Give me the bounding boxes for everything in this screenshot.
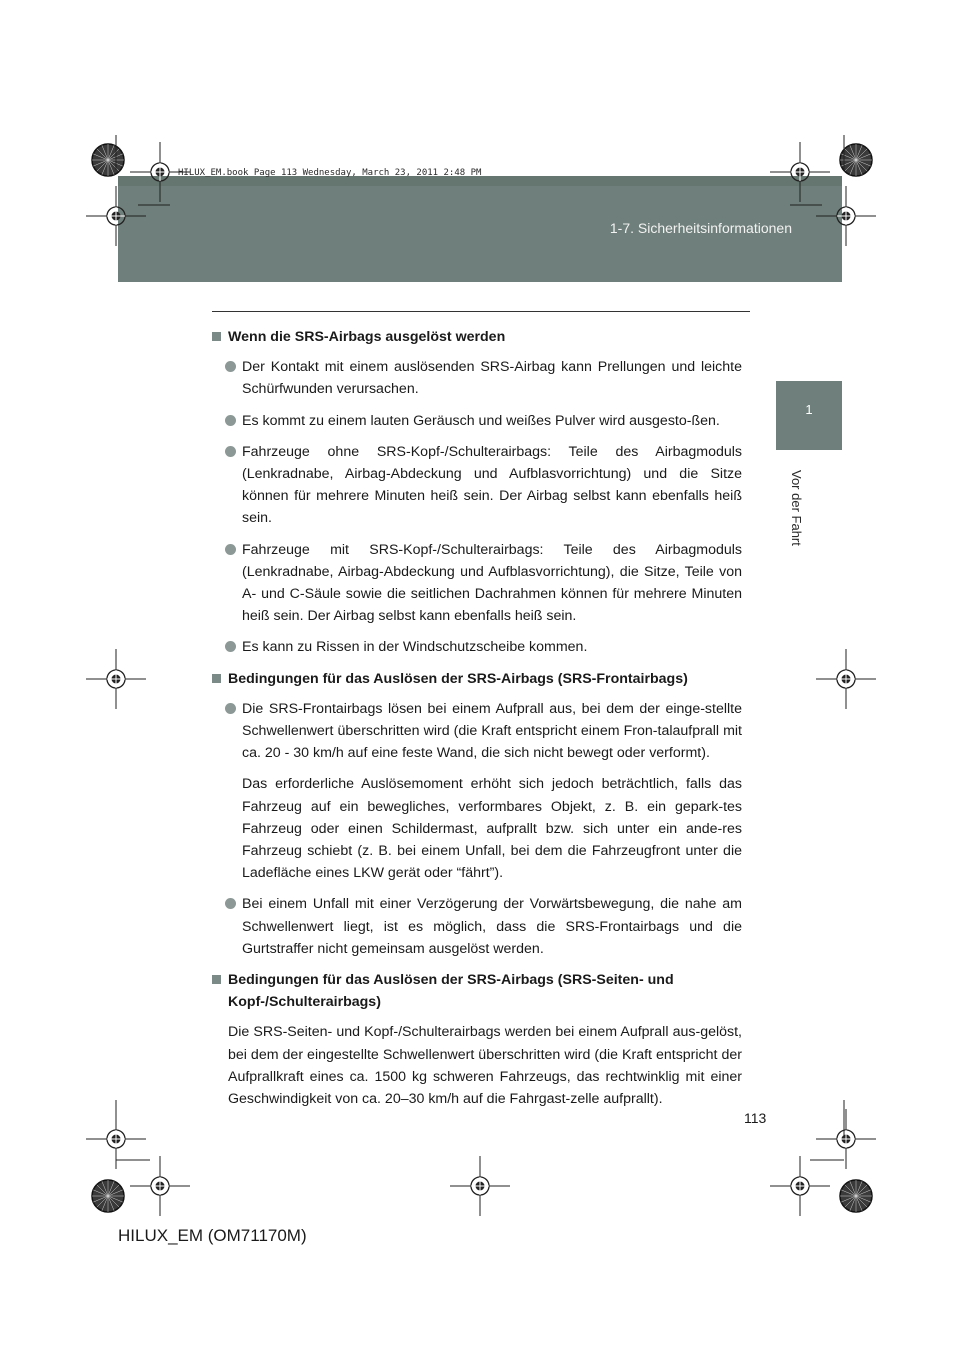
bullet-item: Der Kontakt mit einem auslösenden SRS-Airbag kann Prellungen und leichte Schürfwunden verursachen. bbox=[212, 356, 742, 400]
file-stamp: HILUX_EM.book Page 113 Wednesday, March 23, 2011 2:48 PM bbox=[178, 168, 482, 178]
registration-crosshair-icon bbox=[816, 186, 876, 246]
registration-wheel-icon bbox=[92, 1180, 124, 1212]
registration-crosshair-icon bbox=[770, 142, 830, 202]
page-number: 113 bbox=[744, 1110, 767, 1126]
chapter-number: 1 bbox=[805, 402, 813, 417]
registration-crosshair-icon bbox=[130, 1156, 190, 1216]
heading-side-airbag-conditions: Bedingungen für das Auslösen der SRS-Airbags (SRS-Seiten- und Kopf-/Schulterairbags) bbox=[212, 969, 742, 1013]
registration-crosshair-icon bbox=[86, 186, 146, 246]
bullet-subparagraph: Das erforderliche Auslösemoment erhöht sich jedoch beträchtlich, falls das Fahrzeug auf ein bewegliches, verformbares Objekt, z. B. ein gepark-tes Fahrzeug oder einen Schildermast, aufprallt bzw. sich unter ein ande-res Fahrzeug schiebt (z. B. bei einem Unfall, bei dem die Fahrzeugfront unter die Ladefläche eines LKW gerät oder “fährt”). bbox=[242, 776, 742, 882]
registration-wheel-icon bbox=[92, 144, 124, 176]
bullet-item: Bei einem Unfall mit einer Verzögerung der Vorwärtsbewegung, die nahe am Schwellenwert liegt, ist es möglich, dass die SRS-Frontairbags und die Gurtstraffer nicht gemeinsam ausgelöst werden. bbox=[212, 893, 742, 960]
registration-crosshair-icon bbox=[86, 649, 146, 709]
registration-crosshair-icon bbox=[770, 1156, 830, 1216]
footer-manual-code: HILUX_EM (OM71170M) bbox=[118, 1226, 307, 1245]
bullet-item: Fahrzeuge ohne SRS-Kopf-/Schulterairbags: Teile des Airbagmoduls (Lenkradnabe, Airbag-Abdeckung und Aufblasvorrichtung) und die Sitze können für mehrere Minuten heiß sein. Der Airbag selbst kann ebenfalls heiß sein. bbox=[212, 441, 742, 530]
bullet-item: Es kann zu Rissen in der Windschutzscheibe kommen. bbox=[212, 636, 742, 658]
registration-wheel-icon bbox=[840, 144, 872, 176]
heading-front-airbag-conditions: Bedingungen für das Auslösen der SRS-Airbags (SRS-Frontairbags) bbox=[212, 668, 742, 690]
registration-crosshair-icon bbox=[130, 142, 190, 202]
section-title: 1-7. Sicherheitsinformationen bbox=[609, 220, 792, 236]
chapter-label: Vor der Fahrt bbox=[789, 470, 804, 546]
bullet-item: Es kommt zu einem lauten Geräusch und weißes Pulver wird ausgesto-ßen. bbox=[212, 410, 742, 432]
registration-crosshair-icon bbox=[450, 1156, 510, 1216]
bullet-text: Die SRS-Frontairbags lösen bei einem Aufprall aus, bei dem der einge-stellte Schwellenwert überschritten wird (die Kraft entspricht einem Fron-talaufprall mit ca. 20 - 30 km/h auf eine feste Wand, die sich nicht bewegt oder verformt). bbox=[242, 700, 742, 762]
side-airbag-paragraph: Die SRS-Seiten- und Kopf-/Schulterairbags werden bei einem Aufprall aus-gelöst, bei dem der eingestellte Schwellenwert überschritten wird (die Kraft entspricht der Aufprallkraft eines ca. 1500 kg schweren Fahrzeugs, das rechtwinklig mit einer Geschwindigkeit von ca. 20–30 km/h auf die Fahrgast-zelle aufprallt). bbox=[228, 1024, 742, 1108]
registration-wheel-icon bbox=[840, 1180, 872, 1212]
registration-crosshair-icon bbox=[816, 649, 876, 709]
bullet-item: Fahrzeuge mit SRS-Kopf-/Schulterairbags: Teile des Airbagmoduls (Lenkradnabe, Airbag-Abdeckung und Aufblasvorrichtung), die Sitze, Teile von A- und C-Säule sowie die seitlichen Dachrahmen können für mehrere Minuten heiß sein. Der Airbag selbst kann ebenfalls heiß sein. bbox=[212, 539, 742, 628]
heading-airbags-deployed: Wenn die SRS-Airbags ausgelöst werden bbox=[212, 326, 742, 348]
